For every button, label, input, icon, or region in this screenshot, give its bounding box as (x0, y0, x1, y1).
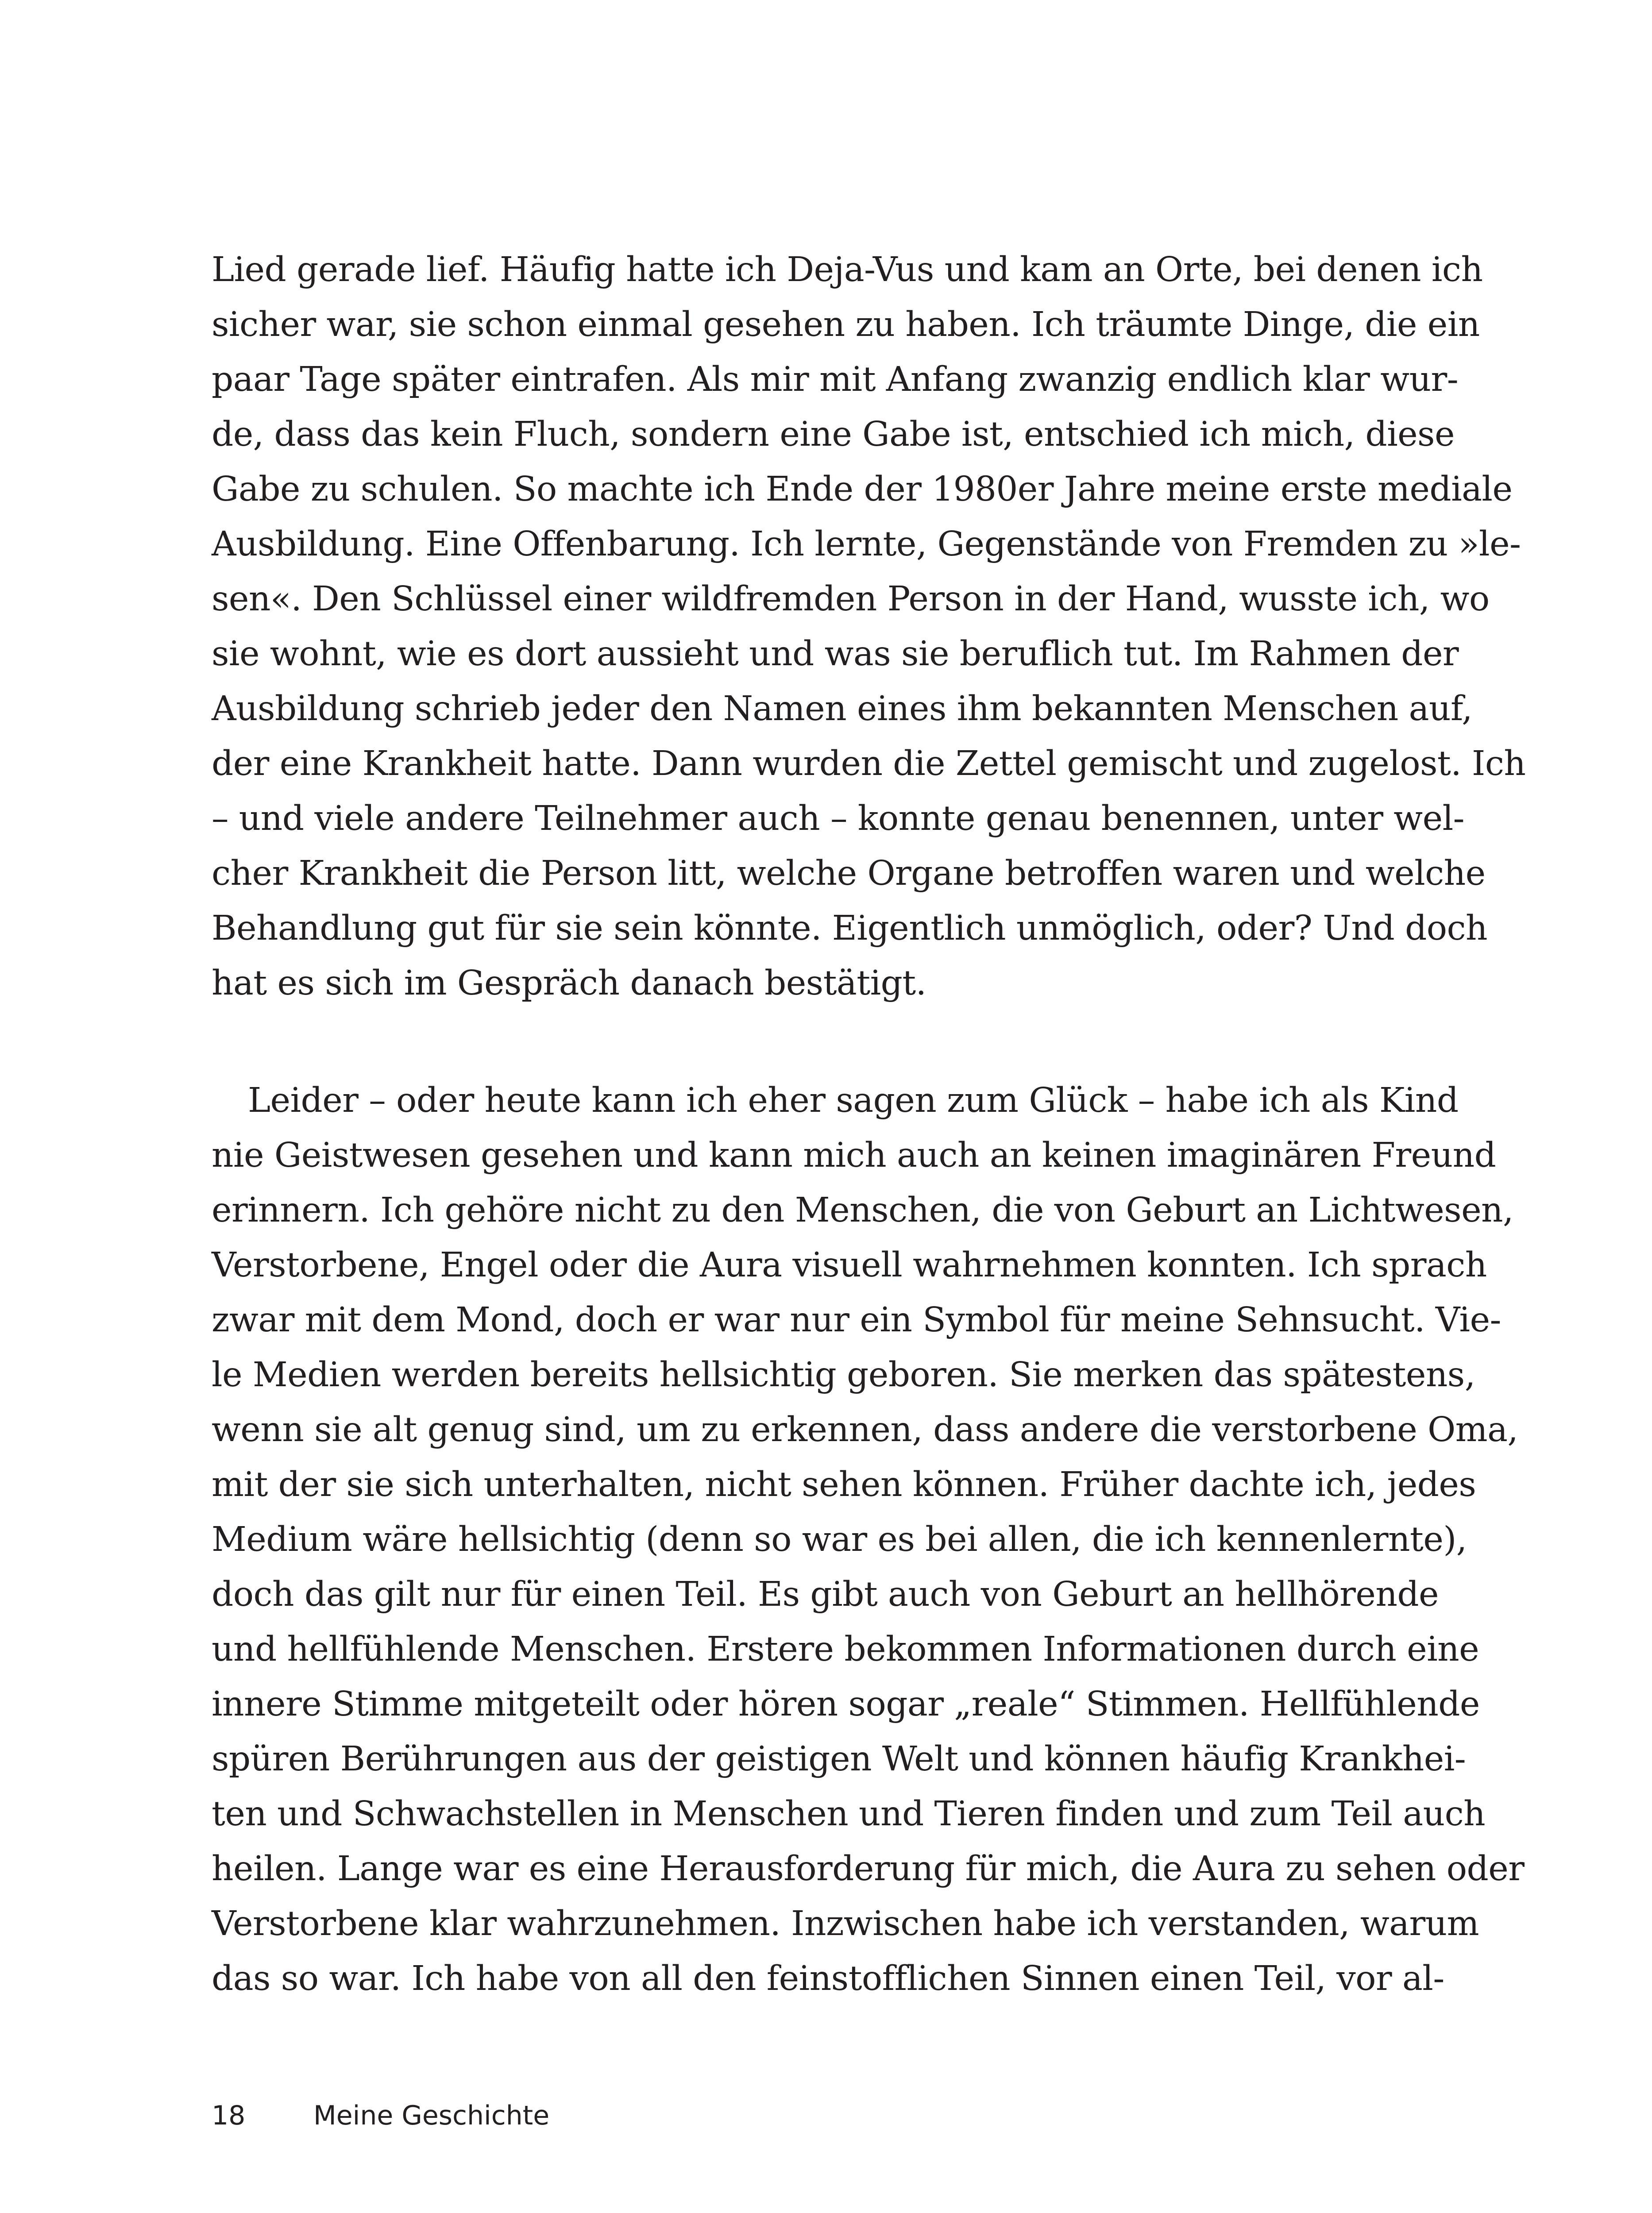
text-line: Behandlung gut für sie sein könnte. Eigentlich unmöglich, oder? Und doch (212, 909, 1488, 948)
text-line: sicher war, sie schon einmal gesehen zu haben. Ich träumte Dinge, die ein (212, 305, 1480, 344)
text-line: Ausbildung schrieb jeder den Namen eines ihm bekannten Menschen auf, (212, 689, 1472, 729)
text-line: Verstorbene, Engel oder die Aura visuell wahrnehmen konnten. Ich sprach (212, 1245, 1487, 1285)
text-line: Medium wäre hellsichtig (denn so war es bei allen, die ich kennenlernte), (212, 1520, 1467, 1559)
text-line: Gabe zu schulen. So machte ich Ende der 1980er Jahre meine erste mediale (212, 470, 1513, 509)
text-line: Ausbildung. Eine Offenbarung. Ich lernte, Gegenstände von Fremden zu »le- (212, 524, 1521, 564)
text-line: doch das gilt nur für einen Teil. Es gibt auch von Geburt an hellhörende (212, 1575, 1439, 1614)
text-line: le Medien werden bereits hellsichtig geboren. Sie merken das spätestens, (212, 1355, 1475, 1395)
text-line: de, dass das kein Fluch, sondern eine Gabe ist, entschied ich mich, diese (212, 415, 1455, 454)
text-line: zwar mit dem Mond, doch er war nur ein Symbol für meine Sehnsucht. Vie- (212, 1300, 1501, 1340)
text-line: Leider – oder heute kann ich eher sagen zum Glück – habe ich als Kind (248, 1081, 1459, 1120)
text-line: und hellfühlende Menschen. Erstere bekommen Informationen durch eine (212, 1630, 1479, 1669)
text-line: Verstorbene klar wahrzunehmen. Inzwischen habe ich verstanden, warum (212, 1904, 1479, 1943)
text-line: mit der sie sich unterhalten, nicht sehen können. Früher dachte ich, jedes (212, 1465, 1476, 1504)
text-line: cher Krankheit die Person litt, welche Organe betroffen waren und welche (212, 854, 1486, 893)
text-line: erinnern. Ich gehöre nicht zu den Menschen, die von Geburt an Lichtwesen, (212, 1191, 1513, 1230)
text-line: der eine Krankheit hatte. Dann wurden die Zettel gemischt und zugelost. Ich (212, 744, 1526, 783)
text-line: paar Tage später eintrafen. Als mir mit Anfang zwanzig endlich klar wur- (212, 360, 1459, 399)
page-number: 18 (212, 2100, 246, 2131)
text-line: hat es sich im Gespräch danach bestätigt. (212, 964, 926, 1003)
text-line: sie wohnt, wie es dort aussieht und was sie beruflich tut. Im Rahmen der (212, 634, 1459, 674)
text-line: heilen. Lange war es eine Herausforderung für mich, die Aura zu sehen oder (212, 1849, 1525, 1889)
text-line: sen«. Den Schlüssel einer wildfremden Person in der Hand, wusste ich, wo (212, 579, 1490, 619)
text-line: spüren Berührungen aus der geistigen Welt und können häufig Krankhei- (212, 1739, 1466, 1779)
running-head: Meine Geschichte (313, 2100, 550, 2131)
text-line: das so war. Ich habe von all den feinstofflichen Sinnen einen Teil, vor al- (212, 1959, 1444, 1998)
text-line: wenn sie alt genug sind, um zu erkennen, dass andere die verstorbene Oma, (212, 1410, 1518, 1450)
paragraph-1 (212, 243, 1526, 1011)
text-line: Lied gerade lief. Häufig hatte ich Deja-Vus und kam an Orte, bei denen ich (212, 250, 1483, 289)
text-line: ten und Schwachstellen in Menschen und Tieren finden und zum Teil auch (212, 1794, 1486, 1834)
text-line: innere Stimme mitgeteilt oder hören sogar „reale“ Stimmen. Hellfühlende (212, 1685, 1480, 1724)
paragraph-2 (212, 1073, 1525, 2006)
text-line: nie Geistwesen gesehen und kann mich auch an keinen imaginären Freund (212, 1136, 1496, 1175)
text-line: – und viele andere Teilnehmer auch – konnte genau benennen, unter wel- (212, 799, 1465, 838)
